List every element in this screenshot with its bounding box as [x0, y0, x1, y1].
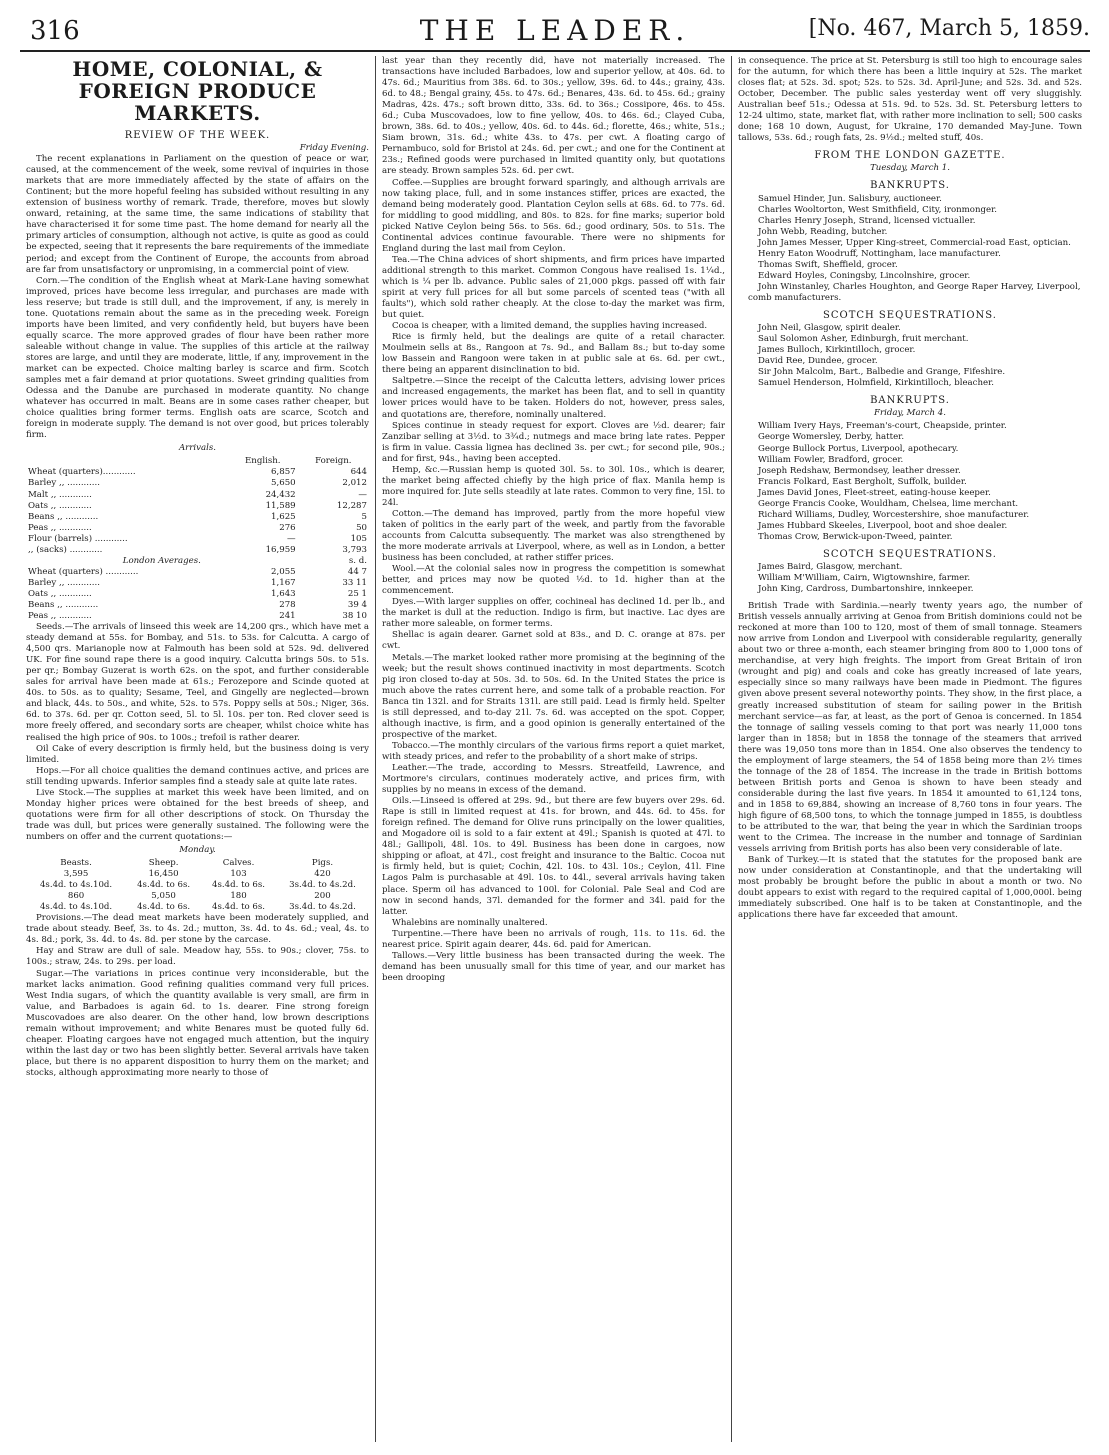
paragraph-tallows: Tallows.—Very little business has been transacted during the week. The demand has been unusually small for this time of year, and our market has been drooping	[382, 950, 725, 983]
list-item: Charles Henry Joseph, Strand, licensed victualler.	[758, 215, 976, 226]
table-cell: 276	[279, 522, 296, 533]
table-cell: 105	[350, 533, 367, 544]
table-cell: Wheat (quarters) ............	[28, 566, 139, 577]
table-row	[26, 523, 369, 534]
list-item: James Baird, Glasgow, merchant.	[758, 561, 903, 572]
list-item: Samuel Henderson, Holmfield, Kirkintilloch, bleacher.	[758, 378, 994, 389]
table-cell: Peas ,, ............	[28, 611, 92, 622]
paragraph-hemp: Hemp, &c.—Russian hemp is quoted 30l. 5s. to 30l. 10s., which is dearer, the market being affected chiefly by the high price of flax. Manila hemp is more inquired for. Jute sells steadily at late rates. Common to very fine, 15l. to 24l.	[382, 464, 725, 508]
list-item: James Bulloch, Kirkintilloch, grocer.	[758, 345, 916, 356]
table-row	[26, 589, 369, 600]
gazette-date-2: Friday, March 4.	[874, 408, 946, 419]
table-cell: English.	[245, 456, 281, 467]
paragraph-whalebins: Whalebins are nominally unaltered.	[392, 917, 548, 928]
table-row	[26, 556, 369, 567]
paragraph-sugar: Sugar.—The variations in prices continue very inconsiderable, but the market lacks animation. Good refining qualities command very full prices. West India sugars, of which the quantity available is very small, are firm in value, and Barbadoes is again 6d. to 1s. dearer. Fine strong foreign Muscovadoes are also dearer. On the other hand, low brown descriptions remain without improvement; and white Benares must be quoted fully 6d. cheaper. Floating cargoes have not engaged much attention, but the inquiry within the last day or two has been slightly better. Several arrivals have taken place, but there is no apparent disposition to hurry them on the market; and stocks, although approximating more nearly to those of	[26, 968, 369, 1078]
list-item: Samuel Hinder, Jun. Salisbury, auctioneer.	[758, 193, 942, 204]
table-cell: 12,287	[336, 500, 367, 511]
issue-info: [No. 467, March 5, 1859.	[808, 16, 1090, 41]
table-cell: Oats ,, ............	[28, 500, 92, 511]
table-cell: 5,650	[271, 478, 296, 489]
table-row	[26, 611, 369, 622]
table-row	[26, 902, 369, 913]
headline: HOME, COLONIAL, & FOREIGN PRODUCE MARKETS.	[72, 57, 323, 125]
paragraph-leather: Leather.—The trade, according to Messrs. Streatfeild, Lawrence, and Mortmore's circulars, continues moderately active, and prices firm, with supplies by no means in excess of the demand.	[382, 763, 725, 796]
list-item: John James Messer, Upper King-street, Commercial-road East, optician.	[758, 237, 1071, 248]
table-cell: Beans ,, ............	[28, 599, 99, 610]
table-cell: Foreign.	[315, 456, 352, 467]
table-cell: 44 7	[347, 566, 367, 577]
list-item: Thomas Crow, Berwick-upon-Tweed, painter.	[758, 531, 953, 542]
bankrupts-title-2: BANKRUPTS.	[870, 395, 950, 407]
averages-unit: s. d.	[348, 555, 367, 566]
table-cell: 50	[356, 522, 367, 533]
table-cell: 5	[361, 511, 367, 522]
masthead	[20, 12, 1090, 52]
table-cell	[26, 456, 228, 467]
table-cell: Barley ,, ............	[28, 478, 100, 489]
table-cell: 16,959	[265, 544, 296, 555]
list-item: John Winstanley, Charles Houghton, and George Raper Harvey, Liverpool, comb manufacturers.	[748, 281, 1081, 303]
paragraph-oils: Oils.—Linseed is offered at 29s. 9d., but there are few buyers over 29s. 6d. Rape is still in limited request at 41s. for brown, and 44s. 6d. to 45s. for foreign refined. The demand for Olive runs principally on the lower qualities, and Mogadore oil is sold to a fair extent at 49l.; Spanish is quoted at 47l. to 48l.; Gallipoli, 48l. 10s. to 49l. Business has been done in cargoes, now shipping or afloat, at 47l., cost freight and insurance to the Baltic. Cocoa nut is firmly held, but is quiet; Cochin, 42l. 10s. to 43l. 10s.; Ceylon, 41l. Fine Lagos Palm is purchasable at 49l. 10s. to 44l., several arrivals having taken place. Sperm oil has advanced to 100l. for Colonial. Pale Seal and Cod are now in second hands, 37l. demanded for the former and 34l. paid for the latter.	[382, 796, 725, 917]
paragraph-shellac: Shellac is again dearer. Garnet sold at 83s., and D. C. orange at 87s. per cwt.	[382, 630, 725, 652]
table-cell: Wheat (quarters)............	[28, 467, 136, 478]
table-row	[26, 478, 369, 489]
table-cell: 278	[279, 599, 296, 610]
table-cell: 200	[314, 891, 331, 902]
table-row	[26, 456, 369, 467]
table-cell: 4s.4d. to 4s.10d.	[39, 902, 113, 913]
paragraph-cocoa: Cocoa is cheaper, with a limited demand, the supplies having increased.	[392, 321, 708, 332]
scotch-list-2	[738, 562, 1082, 595]
list-item: John Webb, Reading, butcher.	[758, 226, 888, 237]
bankrupts-list-1	[738, 194, 1082, 304]
paragraph-seeds: Seeds.—The arrivals of linseed this week are 14,200 qrs., which have met a steady demand at 55s. for Bombay, and 51s. to 53s. for Calcutta. A cargo of 4,500 qrs. Marianople now at Falmouth has been sold at 52s. 9d. delivered UK. For fine sound rape there is a good inquiry. Calcutta brings 50s. to 51s. per qr.; Bombay Guzerat is worth 62s. on the spot, and further considerable sales for arrival have been made at 61s.; Ferozepore and Scinde quoted at 40s. to 50s. as to quality; Sesame, Teel, and Gingelly are neglected—brown and black, 44s. to 50s., and white, 52s. to 57s. Poppy sells at 50s.; Niger, 36s. 6d. to 37s. 6d. per qr. Cotton seed, 5l. to 5l. 10s. per ton. Red clover seed is more freely offered, and secondary sorts are cheaper, whilst choice white has realised the high price of 90s. to 100s.; trefoil is rather dearer.	[26, 622, 369, 743]
monday-label: Monday.	[179, 845, 216, 855]
paragraph-provisions: Provisions.—The dead meat markets have been moderately supplied, and trade about steady. Beef, 3s. to 4s. 2d.; mutton, 3s. 4d. to 4s. 6d.; veal, 4s. to 4s. 8d.; pork, 3s. 4d. to 4s. 8d. per stone by the carcase.	[26, 913, 369, 946]
table-cell: Peas ,, ............	[28, 522, 92, 533]
table-cell: 5,050	[151, 891, 176, 902]
table-row	[26, 600, 369, 611]
paragraph-sardinia: British Trade with Sardinia.—nearly twenty years ago, the number of British vessels annually arriving at Genoa from British dominions could not be reckoned at more than 100 to 120, most of them of small tonnage. Steamers now arrive from London and Liverpool with considerable regularity, generally about two or three a-month, each steamer bringing from 800 to 1,000 tons of merchandise, at very high freights. The import from Great Britain of iron (wrought and pig) and coals and coke has greatly increased of late years, especially since so many railways have been made in Piedmont. The figures given above present several noteworthy points. They show, in the first place, a greatly increased substitution of steam for sailing power in the British merchant service—as far, at least, as the port of Genoa is concerned. In 1854 the tonnage of sailing vessels coming to that port was nearly 11,000 tons larger than in 1858; but in 1858 the tonnage of the steamers that arrived there was 19,050 tons more than in 1854. One also observes the tendency to the employment of large steamers, the 54 of 1858 being more than 2½ times the tonnage of the 28 of 1854. The increase in the trade in British bottoms between British ports and Genoa is shown to have been steady and considerable during the last five years. In 1854 it amounted to 61,124 tons, and in 1858 to 69,884, showing an increase of 8,760 tons in four years. The high figure of 68,500 tons, to which the tonnage jumped in 1855, is doubtless to be attributed to the war, that being the year in which the Sardinian troops went to the Crimea. The increase in the number and tonnage of Sardinian vessels arriving from British ports has also been very considerable of late.	[738, 601, 1082, 855]
table-cell: 103	[230, 869, 247, 880]
arrivals-title: Arrivals.	[178, 443, 217, 454]
paragraph-saltpetre: Saltpetre.—Since the receipt of the Calcutta letters, advising lower prices and increased engagements, the market has been flat, and to sell in quantity lower prices would have to be taken. Holders do not, however, press sales, and quotations are, therefore, nominally unaltered.	[382, 376, 725, 420]
gazette-date-1: Tuesday, March 1.	[870, 163, 950, 174]
table-cell: 3,793	[342, 544, 367, 555]
list-item: Sir John Malcolm, Bart., Balbedie and Grange, Fifeshire.	[758, 367, 1006, 378]
column-3	[732, 56, 1088, 1442]
paragraph-tobacco: Tobacco.—The monthly circulars of the various firms report a quiet market, with steady prices, and refer to the probability of a short make of strips.	[382, 740, 725, 762]
table-row	[26, 545, 369, 556]
table-cell: Calves.	[222, 858, 255, 869]
paragraph-bank-turkey: Bank of Turkey.—It is stated that the statutes for the proposed bank are now under consideration at Constantinople, and that the undertaking will most probably be brought before the public in about a month or two. No doubt appears to exist with regard to the required capital of 1,000,000l. being immediately subscribed. One half is to be taken at Constantinople, and the applications there have far exceeded that amount.	[738, 855, 1082, 921]
column-1	[20, 56, 376, 1442]
list-item: George Francis Cooke, Wouldham, Chelsea, lime merchant.	[758, 498, 1019, 509]
table-row	[26, 858, 369, 869]
table-cell: 1,643	[271, 588, 296, 599]
stock-table	[26, 858, 369, 913]
paragraph: The recent explanations in Parliament on the question of peace or war, caused, at the commencement of the week, some revival of inquiries in those markets that are more immediately affected by the state of affairs on the Continent; but the more hopeful feeling has subsided without resulting in any extension of business worthy of remark. Trade, therefore, moves but slowly onward, retaining, at the same time, the same indications of stability that have characterised it for some time past. The home demand for nearly all the primary articles of consumption, although not active, is quite as good as could be expected, seeing that it represents the bare requirements of the immediate period; and except from the Continent of Europe, the accounts from abroad are far from unsatisfactory or unpromising, in a commercial point of view.	[26, 154, 369, 275]
gazette-title: FROM THE LONDON GAZETTE.	[814, 150, 1006, 162]
table-cell: 4s.4d. to 6s.	[212, 902, 266, 913]
scotch-title-1: SCOTCH SEQUESTRATIONS.	[823, 309, 997, 321]
scotch-list-1	[738, 323, 1082, 389]
paragraph-hay-straw: Hay and Straw are dull of sale. Meadow hay, 55s. to 90s.; clover, 75s. to 100s.; straw, 24s. to 29s. per load.	[26, 946, 369, 968]
column-2	[376, 56, 732, 1442]
table-cell: 2,055	[271, 566, 296, 577]
paragraph-coffee: Coffee.—Supplies are brought forward sparingly, and although arrivals are now taking place, full, and in some instances stiffer, prices are exacted, the demand being moderately good. Plantation Ceylon sells at 68s. 6d. to 77s. 6d. for middling to good middling, and 80s. to 82s. for fine marks; superior bold picked Native Ceylon being 56s. to 56s. 6d.; good ordinary, 50s. to 51s. The Continental advices continue favourable. There were no shipments for England during the last mail from Ceylon.	[382, 177, 725, 254]
table-cell: ,, (sacks) ............	[28, 544, 103, 555]
page-number: 316	[30, 16, 80, 46]
list-item: George Womersley, Derby, hatter.	[758, 432, 905, 443]
list-item: Saul Solomon Asher, Edinburgh, fruit merchant.	[758, 334, 969, 345]
table-cell: 3,595	[63, 869, 89, 880]
paragraph-rice: Rice is firmly held, but the dealings are quite of a retail character. Moulmein sells at 8s., Rangoon at 7s. 9d., and Ballam 8s.; but to-day some low Bassein and Rangoon were taken in at public sale at 6s. 6d. per cwt., there being an apparent disinclination to bid.	[382, 332, 725, 376]
table-cell: 16,450	[148, 869, 179, 880]
table-cell: 2,012	[342, 478, 367, 489]
table-row	[26, 490, 369, 501]
list-item: George Bullock Portus, Liverpool, apothecary.	[758, 443, 959, 454]
table-cell: 3s.4d. to 4s.2d.	[289, 902, 356, 913]
table-cell: Sheep.	[148, 858, 179, 869]
table-cell: Flour (barrels) ............	[28, 533, 128, 544]
paragraph-sugar-cont: last year than they recently did, have not materially increased. The transactions have included Barbadoes, low and superior yellow, at 40s. 6d. to 47s. 6d.; Mauritius from 38s. 6d. to 30s.; yellow, 39s. 6d. to 44s.; grainy, 43s. 6d. to 48.; Bengal grainy, 45s. to 47s. 6d.; Benares, 43s. 6d. to 45s. 6d.; grainy Madras, 42s. 47s.; soft brown ditto, 33s. 6d. to 36s.; Cossipore, 46s. to 45s. 6d.; Cuba Muscovadoes, low to fine yellow, 40s. to 46s. 6d.; Clayed Cuba, brown, 38s. 6d. to 40s.; yellow, 40s. 6d. to 44s. 6d.; florette, 46s.; white, 51s.; Siam brown, 31s. 6d.; white 43s. to 47s. per cwt. A floating cargo of Pernambuco, sold for Bristol at 24s. 6d. per cwt.; and one for the Continent at 23s.; Refined goods were purchased in limited quantity only, but quotations are steady. Brown samples 52s. 6d. per cwt.	[382, 56, 725, 177]
table-cell: 39 4	[347, 599, 367, 610]
paragraph-hops: Hops.—For all choice qualities the demand continues active, and prices are still tending upwards. Inferior samples find a steady sale at quite late rates.	[26, 765, 369, 787]
table-cell: 6,857	[271, 467, 296, 478]
list-item: James David Jones, Fleet-street, eating-house keeper.	[758, 487, 991, 498]
table-row	[26, 891, 369, 902]
table-row	[26, 501, 369, 512]
list-item: John King, Cardross, Dumbartonshire, innkeeper.	[758, 584, 974, 595]
averages-title: London Averages.	[122, 555, 201, 566]
table-cell: 38 10	[342, 611, 367, 622]
paragraph-turpentine: Turpentine.—There have been no arrivals of rough, 11s. to 11s. 6d. the nearest price. Spirit again dearer, 44s. 6d. paid for American.	[382, 928, 725, 950]
table-cell: 4s.4d. to 6s.	[212, 880, 266, 891]
list-item: James Hubbard Skeeles, Liverpool, boot and shoe dealer.	[758, 520, 1008, 531]
table-row	[26, 467, 369, 478]
paragraph-dyes: Dyes.—With larger supplies on offer, cochineal has declined 1d. per lb., and the market is dull at the reduction. Indigo is firm, but inactive. Lac dyes are rather more saleable, on former terms.	[382, 597, 725, 630]
newspaper-title: THE LEADER.	[419, 14, 691, 47]
table-cell: Beasts.	[60, 858, 92, 869]
list-item: Charles Wooltorton, West Smithfield, City, ironmonger.	[758, 204, 997, 215]
list-item: William M'William, Cairn, Wigtownshire, farmer.	[758, 573, 971, 584]
paragraph-live-stock: Live Stock.—The supplies at market this week have been limited, and on Monday higher prices were obtained for the best breeds of sheep, and quotations were firm for all other descriptions of stock. On Thursday the trade was dull, but prices were generally sustained. The following were the numbers on offer and the current quotations:—	[26, 787, 369, 842]
scotch-title-2: SCOTCH SEQUESTRATIONS.	[823, 548, 997, 560]
table-cell: 3s.4d. to 4s.2d.	[289, 880, 356, 891]
table-cell: Barley ,, ............	[28, 577, 100, 588]
list-item: David Ree, Dundee, grocer.	[758, 356, 878, 367]
table-cell: 4s.4d. to 6s.	[137, 880, 191, 891]
table-cell: 4s.4d. to 6s.	[137, 902, 191, 913]
paragraph-tallows-cont: in consequence. The price at St. Petersburg is still too high to encourage sales for the autumn, for which there has been a little inquiry at 52s. The market closes flat; at 52s. 3d. spot; 52s. to 52s. 3d. April-June; and 52s. 3d. and 52s. October, December. The public sales yesterday went off very sluggishly. Australian beef 51s.; Odessa at 51s. 9d. to 52s. 3d. St. Petersburg letters to 12-24 ultimo, state, market flat, with rather more inclination to sell; 500 casks done; 168 10 down, August, for Ukraine, 170 demanded May-June. Town tallows, 53s. 6d.; rough fats, 2s. 9½d.; melted stuff, 40s.	[738, 56, 1082, 144]
paragraph-metals: Metals.—The market looked rather more promising at the beginning of the week; but the result shows continued inactivity in most departments. Scotch pig iron closed to-day at 50s. 3d. to 50s. 6d. In the United States the price is much above the rates current here, and some talk of a probable reaction. For Banca tin 132l. and for Straits 131l. are still paid. Lead is firmly held. Spelter is still depressed, and to-day 21l. 7s. 6d. was accepted on the spot. Copper, although inactive, is firm, and a good opinion is generally entertained of the prospective of the market.	[382, 652, 725, 740]
dateline: Friday Evening.	[299, 143, 369, 154]
paragraph-tea: Tea.—The China advices of short shipments, and firm prices have imparted additional strength to this market. Common Congous have realised 1s. 1¼d., which is ¼ per lb. advance. Public sales of 21,000 pkgs. passed off with fair spirit at very full prices for all but some parcels of scented teas ("with all faults"), which sold rather cheaply. At the close to-day the market was firm, but quiet.	[382, 254, 725, 321]
arrivals-table	[26, 456, 369, 622]
paragraph-cotton: Cotton.—The demand has improved, partly from the more hopeful view taken of politics in the early part of the week, and partly from the favorable accounts from Calcutta subsequently. The market was also strengthened by the more moderate arrivals at Liverpool, where, as well as in London, a better business has been concluded, at rather stiffer prices.	[382, 508, 725, 564]
table-cell: 25 1	[347, 588, 367, 599]
table-cell: —	[358, 489, 367, 500]
table-cell: 241	[279, 611, 296, 622]
columns	[20, 56, 1090, 1442]
table-cell: 4s.4d. to 4s.10d.	[39, 880, 113, 891]
list-item: John Neil, Glasgow, spirit dealer.	[758, 323, 901, 334]
table-row	[26, 578, 369, 589]
paragraph-corn: Corn.—The condition of the English wheat at Mark-Lane having somewhat improved, prices have become less irregular, and purchases are made with less reserve; but trade is still dull, and the improvement, if any, is merely in tone. Quotations remain about the same as in the preceding week. Foreign imports have been limited, and very confidently held, but buyers have been equally scarce. The more approved grades of flour have been rather more saleable without change in value. The supplies of this article at the railway stores are large, and until they are moderate, little, if any, improvement in the market can be expected. Choice malting barley is scarce and firm. Scotch samples met a fair demand at prior quotations. Sweet grinding qualities from Odessa and the Danube are purchased in moderate quantity. No change whatever has occurred in malt. Beans are in some cases rather cheaper, but choice qualities bring former terms. English oats are scarce, Scotch and foreign in moderate supply. The demand is not over good, but prices tolerably firm.	[26, 275, 369, 441]
table-cell: 644	[350, 467, 367, 478]
list-item: William Ivery Hays, Freeman's-court, Cheapside, printer.	[758, 421, 1007, 432]
table-cell: 860	[67, 891, 85, 902]
table-row	[26, 534, 369, 545]
table-cell: 33 11	[342, 577, 367, 588]
list-item: Edward Hoyles, Coningsby, Lincolnshire, grocer.	[758, 270, 971, 281]
paragraph-wool: Wool.—At the colonial sales now in progress the competition is somewhat better, and prices may now be quoted ½d. to 1d. higher than at the commencement.	[382, 564, 725, 597]
review-title: REVIEW OF THE WEEK.	[124, 130, 271, 141]
list-item: Thomas Swift, Sheffield, grocer.	[758, 259, 898, 270]
list-item: Henry Eaton Woodruff, Nottingham, lace manufacturer.	[758, 248, 1001, 259]
table-cell: Oats ,, ............	[28, 588, 92, 599]
table-cell: Pigs.	[311, 858, 334, 869]
table-cell: 180	[230, 891, 247, 902]
table-cell: Beans ,, ............	[28, 511, 99, 522]
bankrupts-title-1: BANKRUPTS.	[870, 180, 950, 192]
newspaper-page	[20, 12, 1090, 1442]
table-row	[26, 512, 369, 523]
table-row	[26, 567, 369, 578]
table-cell: Malt ,, ............	[28, 489, 92, 500]
paragraph-oil-cake: Oil Cake of every description is firmly held, but the business doing is very limited.	[26, 743, 369, 765]
table-row	[26, 880, 369, 891]
table-cell: 11,589	[265, 500, 296, 511]
bankrupts-list-2	[738, 421, 1082, 543]
list-item: Richard Williams, Dudley, Worcestershire, shoe manufacturer.	[758, 509, 1030, 520]
list-item: Francis Folkard, East Bergholt, Suffolk, builder.	[758, 476, 967, 487]
table-cell: 1,625	[271, 511, 296, 522]
list-item: Joseph Redshaw, Bermondsey, leather dresser.	[758, 465, 961, 476]
table-cell: —	[287, 533, 296, 544]
paragraph-spices: Spices continue in steady request for export. Cloves are ½d. dearer; fair Zanzibar selling at 3½d. to 3¾d.; nutmegs and mace bring late rates. Pepper is firm in value. Cassia lignea has declined 3s. per cwt.; for second pile, 90s.; and for first, 94s., having been accepted.	[382, 420, 725, 464]
table-row	[26, 869, 369, 880]
table-cell: 24,432	[265, 489, 296, 500]
table-cell: 420	[314, 869, 331, 880]
list-item: William Fowler, Bradford, grocer.	[758, 454, 904, 465]
table-cell: 1,167	[271, 577, 296, 588]
